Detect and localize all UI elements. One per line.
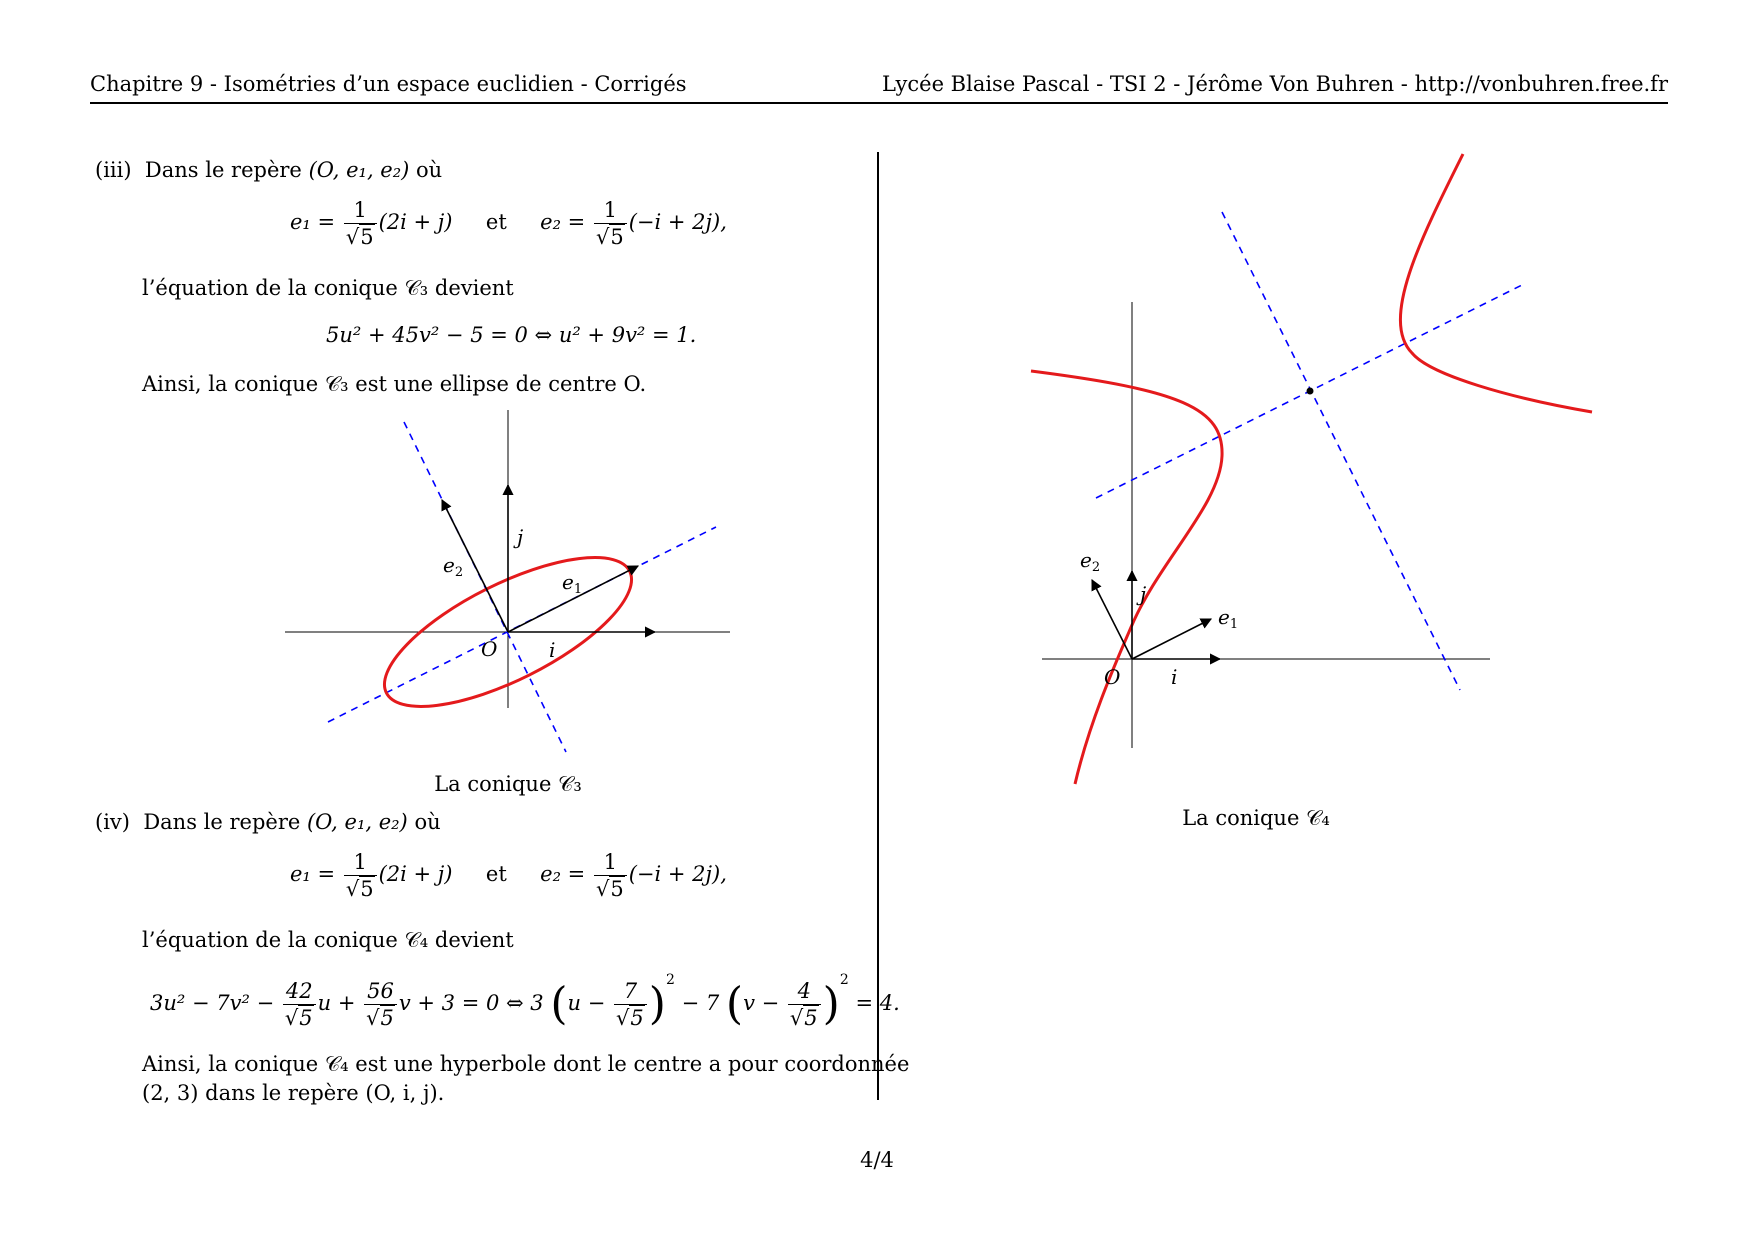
fraction-1-sqrt5: $\frac{1}{√5}$ [594,198,627,249]
c4-center-point [1307,388,1314,395]
item-iv-conclusion-1: Ainsi, la conique 𝒞₄ est une hyperbole dont le centre a pour coordonnée [142,1052,910,1076]
item-iii-equation: 5u² + 45v² − 5 = 0 ⇔ u² + 9v² = 1. [326,323,697,347]
c4-caption: La conique 𝒞₄ [1182,806,1330,830]
e2-lhs: e₂ = [540,862,586,886]
c3-label-e2: $e_2$ [443,553,464,580]
c4-label-e1: $e_1$ [1218,605,1239,632]
header-left: Chapitre 9 - Isométries d’un espace euclidien - Corrigés [90,72,687,96]
item-iv-where: où [414,810,441,834]
e2-rhs: (−i + 2j), [628,210,727,234]
fraction-1-sqrt5: $\frac{1}{√5}$ [594,850,627,901]
item-iii-frame: (O, e₁, e₂) [308,158,410,182]
c4-label-O: O [1104,665,1121,689]
c3-label-j: j [517,525,524,549]
paren-right: ) [648,978,666,1030]
c3-label-O: O [481,637,498,661]
c4-hyperbola-right-branch [1400,154,1592,412]
e1-rhs: (2i + j) [378,862,453,886]
page-number: 4/4 [860,1148,894,1172]
e2-lhs: e₂ = [540,210,586,234]
fraction-1-sqrt5: $\frac{1}{√5}$ [344,850,377,901]
item-iii-eq-intro: l’équation de la conique 𝒞₃ devient [142,276,514,300]
c4-label-e2: $e_2$ [1080,548,1101,575]
c3-label-e1: $e_1$ [562,570,583,597]
fraction-1-sqrt5: $\frac{1}{√5}$ [344,198,377,249]
fraction-7-sqrt5: $\frac{7}{√5}$ [614,979,647,1030]
c4-vector-e1 [1132,619,1211,659]
paren-left: ( [725,978,744,1030]
fraction-56-sqrt5: $\frac{56}{√5}$ [364,979,397,1030]
et-word: et [485,862,507,886]
c3-label-i: i [549,638,556,662]
c4-label-j: j [1140,582,1147,606]
c4-label-i: i [1171,665,1178,689]
item-iv-frame: (O, e₁, e₂) [306,810,408,834]
fraction-4-sqrt5: $\frac{4}{√5}$ [788,979,821,1030]
item-iii-where: où [416,158,443,182]
item-iii-conclusion: Ainsi, la conique 𝒞₃ est une ellipse de centre O. [142,372,647,396]
c4-vector-e2 [1092,580,1132,659]
c4-hyperbola-left-branch [1031,371,1222,784]
item-iv-equation: 3u² − 7v² − $\frac{42}{√5}$ u + $\frac{56}{√5}$ v + 3 = 0 ⇔ 3 (u − $\frac{7}{√5}$ )$^2$ − 7 (v − $\frac{4}{√5}$ )$^2$ = 4. [150,972,900,1030]
paren-left: ( [550,978,568,1030]
e1-rhs: (2i + j) [378,210,453,234]
header-right: Lycée Blaise Pascal - TSI 2 - Jérôme Von Buhren - http://vonbuhren.free.fr [881,72,1668,96]
item-iii-label: (iii) [95,158,132,182]
c4-dashed-axis-e2 [1222,212,1460,690]
item-iii-intro: Dans le repère [144,158,302,182]
item-iv-conclusion-2: (2, 3) dans le repère (O, i, j). [142,1081,445,1105]
item-iv-intro: Dans le repère [143,810,301,834]
fraction-42-sqrt5: $\frac{42}{√5}$ [283,979,316,1030]
e1-lhs: e₁ = [290,862,336,886]
item-iv-label: (iv) [95,810,130,834]
e1-lhs: e₁ = [290,210,336,234]
paren-right: ) [822,978,840,1030]
et-word: et [485,210,507,234]
item-iv-eq-intro: l’équation de la conique 𝒞₄ devient [142,928,514,952]
c3-caption: La conique 𝒞₃ [434,772,582,796]
e2-rhs: (−i + 2j), [628,862,727,886]
